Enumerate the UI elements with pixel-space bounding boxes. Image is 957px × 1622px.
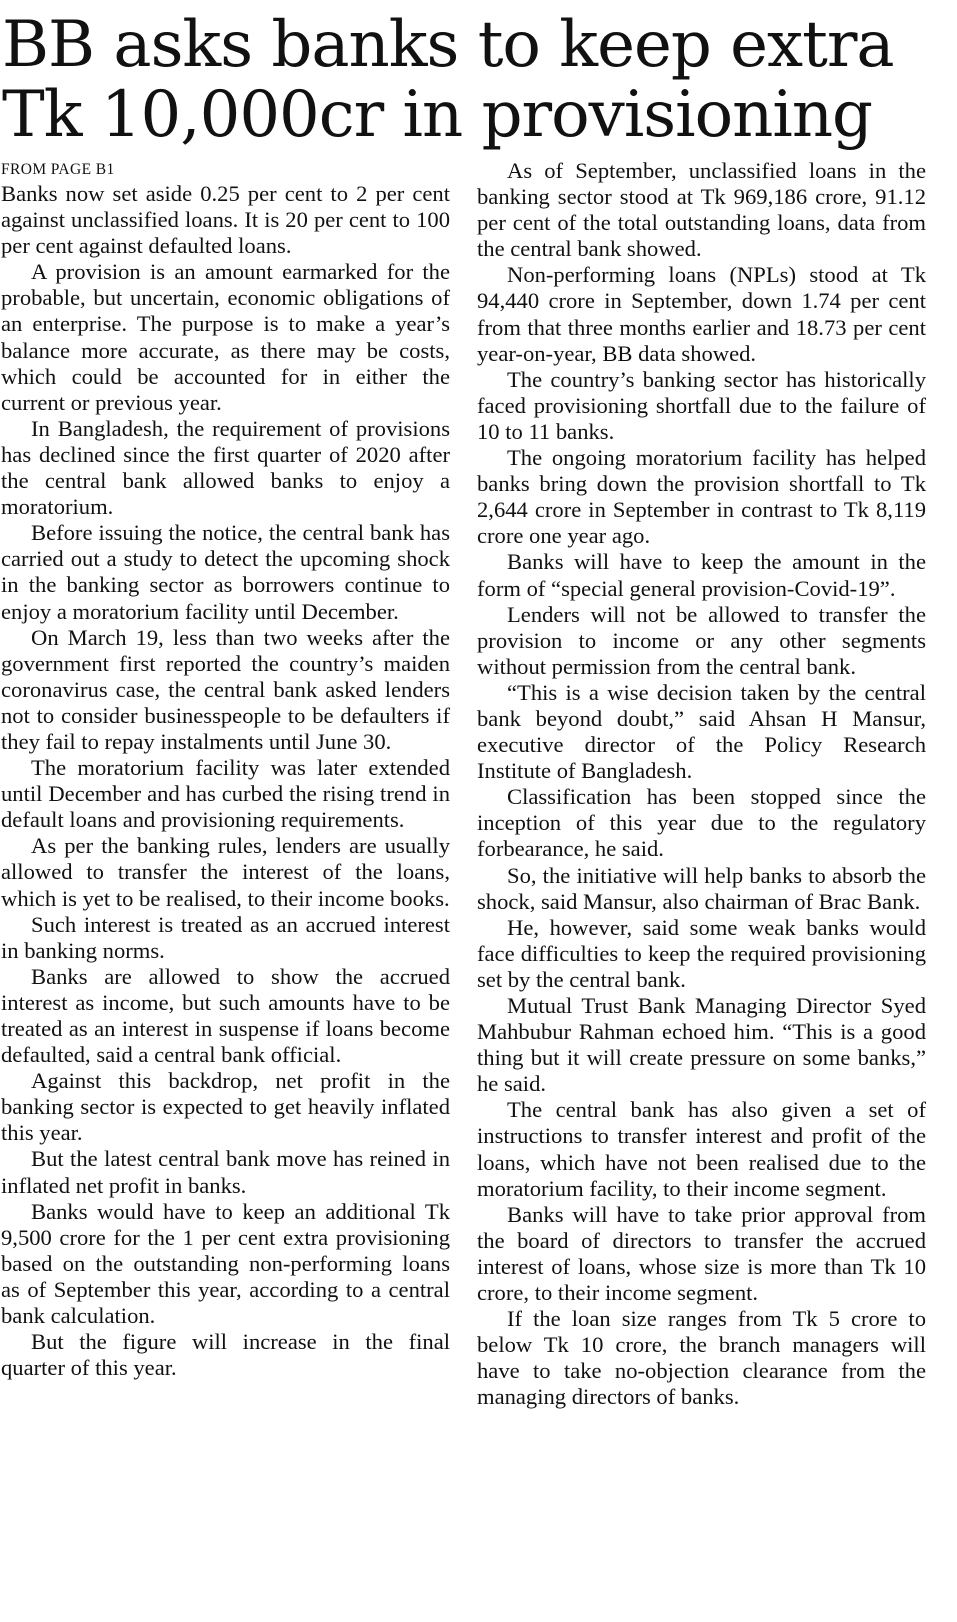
paragraph: If the loan size ranges from Tk 5 crore to below Tk 10 crore, the branch managers will have to take no-objection clearance from the managing directors of banks. xyxy=(477,1306,926,1410)
paragraph: A provision is an amount earmarked for the probable, but uncertain, economic obligations of an enterprise. The purpose is to make a year’s balance more accurate, as there may be costs, which could be accounted for in either the current or previous year. xyxy=(1,259,450,415)
right-column xyxy=(477,158,926,1411)
paragraph: Banks are allowed to show the accrued interest as income, but such amounts have to be treated as an interest in suspense if loans become defaulted, said a central bank official. xyxy=(1,963,450,1068)
paragraph: Lenders will not be allowed to transfer the provision to income or any other segments without permission from the central bank. xyxy=(477,601,926,679)
paragraph: Before issuing the notice, the central bank has carried out a study to detect the upcoming shock in the banking sector as borrowers continue to enjoy a moratorium facility until December. xyxy=(1,520,450,624)
paragraph: But the figure will increase in the final quarter of this year. xyxy=(1,1329,450,1381)
paragraph: So, the initiative will help banks to absorb the shock, said Mansur, also chairman of Brac Bank. xyxy=(477,862,926,914)
headline-line-2: Tk 10,000cr in provisioning xyxy=(2,78,872,152)
headline xyxy=(2,10,952,150)
paragraph: Banks now set aside 0.25 per cent to 2 per cent against unclassified loans. It is 20 per cent to 100 per cent against defaulted loans. xyxy=(1,181,450,259)
paragraph: On March 19, less than two weeks after the government first reported the country’s maiden coronavirus case, the central bank asked lenders not to consider businesspeople to be defaulters if they fail to repay instalments until June 30. xyxy=(1,624,450,754)
paragraph: In Bangladesh, the requirement of provisions has declined since the first quarter of 2020 after the central bank allowed banks to enjoy a moratorium. xyxy=(1,415,450,520)
paragraph: Non-performing loans (NPLs) stood at Tk 94,440 crore in September, down 1.74 per cent from that three months earlier and 18.73 per cent year-on-year, BB data showed. xyxy=(477,262,926,366)
paragraph: Mutual Trust Bank Managing Director Syed Mahbubur Rahman echoed him. “This is a good thing but it will create pressure on some banks,” he said. xyxy=(477,993,926,1097)
dateline: FROM PAGE B1 xyxy=(1,161,115,178)
paragraph: As of September, unclassified loans in the banking sector stood at Tk 969,186 crore, 91.12 per cent of the total outstanding loans, data from the central bank showed. xyxy=(477,158,926,262)
paragraph: Banks will have to keep the amount in the form of “special general provision-Covid-19”. xyxy=(477,549,926,601)
paragraph: “This is a wise decision taken by the central bank beyond doubt,” said Ahsan H Mansur, executive director of the Policy Research Institute of Bangladesh. xyxy=(477,679,926,784)
paragraph: But the latest central bank move has reined in inflated net profit in banks. xyxy=(1,1146,450,1198)
headline-line-1: BB asks banks to keep extra xyxy=(2,8,894,82)
paragraph: He, however, said some weak banks would face difficulties to keep the required provisioning set by the central bank. xyxy=(477,914,926,992)
paragraph: Banks will have to take prior approval from the board of directors to transfer the accrued interest of loans, whose size is more than Tk 10 crore, to their income segment. xyxy=(477,1201,926,1306)
paragraph: As per the banking rules, lenders are usually allowed to transfer the interest of the loans, which is yet to be realised, to their income books. xyxy=(1,833,450,911)
paragraph: Against this backdrop, net profit in the banking sector is expected to get heavily inflated this year. xyxy=(1,1068,450,1146)
paragraph: The ongoing moratorium facility has helped banks bring down the provision shortfall to Tk 2,644 crore in September in contrast to Tk 8,119 crore one year ago. xyxy=(477,445,926,549)
paragraph: The central bank has also given a set of instructions to transfer interest and profit of the loans, which have not been realised due to the moratorium facility, to their income segment. xyxy=(477,1097,926,1201)
paragraph: The country’s banking sector has historically faced provisioning shortfall due to the failure of 10 to 11 banks. xyxy=(477,366,926,444)
paragraph: Such interest is treated as an accrued interest in banking norms. xyxy=(1,911,450,963)
paragraph: Banks would have to keep an additional Tk 9,500 crore for the 1 per cent extra provisioning based on the outstanding non-performing loans as of September this year, according to a central bank calculation. xyxy=(1,1198,450,1329)
paragraph: Classification has been stopped since the inception of this year due to the regulatory forbearance, he said. xyxy=(477,784,926,862)
paragraph: The moratorium facility was later extended until December and has curbed the rising trend in default loans and provisioning requirements. xyxy=(1,755,450,833)
left-column xyxy=(1,158,450,1381)
